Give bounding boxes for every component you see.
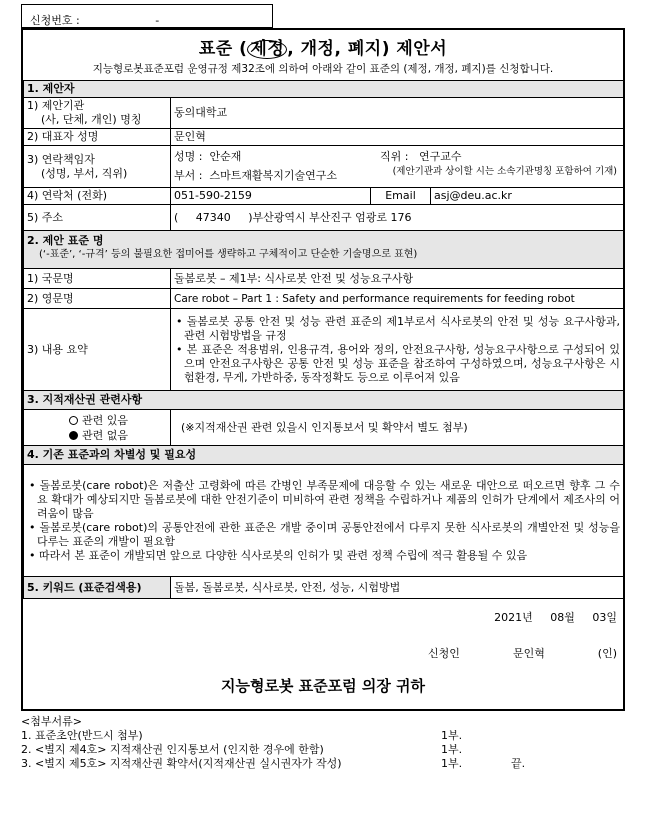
necessity-item: • 돌봄로봇(care robot)의 공통안전에 관한 표준은 개발 중이며 공통안전에서 다루지 못한 식사로봇의 개별안전 및 성능을 다루는 표준의 개발이 필요함 [29,520,621,548]
department-note: (제안기관과 상이할 시는 소속기관명칭 포함하여 기재) [392,166,617,177]
attachment-item: 1. 표준초안(반드시 첨부) 1부. [21,729,463,742]
address-value: ( 47340 )부산광역시 부산진구 엄광로 176 [171,205,624,231]
org-label: 1) 제안기관 (사, 단체, 개인) 명칭 [24,98,171,129]
seal-mark: (인) [597,647,617,660]
necessity-item: • 따라서 본 표준이 개발되면 앞으로 다양한 식사로봇의 인허가 및 관련 정책 수립에 적극 활용될 수 있음 [29,548,528,562]
page-title: 표준 ( 제정 , 개정, 폐지) 제안서 [198,39,448,59]
title-block [23,30,623,80]
ip-options [24,410,171,446]
section-2-heading: 2. 제안 표준 명 (‘-표준’, ‘-규격’ 등의 불필요한 접미어를 생략하고 구체적이고 단순한 기술명으로 표현) [24,231,624,269]
signature-block [21,599,625,711]
contact-value: 성명 : 안순재 직위 : 연구교수 부서 : 스마트재활복지기술연구소 (제안기관과 상이할 시는 소속기관명칭 포함하여 기재) [171,146,624,188]
korean-name-value: 돌봄로봇 – 제1부: 식사로봇 안전 및 성능요구사항 [171,269,624,289]
application-number-field[interactable] [83,16,231,28]
applicant-label: 신청인 [428,647,460,660]
attachment-item: 3. <별지 제5호> 지적재산권 확약서(지적재산권 실시권자가 작성) 1부. 끝. [21,757,526,770]
section-3-heading: 3. 지적재산권 관련사항 [24,391,624,410]
section-1-heading: 1. 제안자 [24,81,624,98]
summary-item: • 돌봄로봇 공통 안전 및 성능 관련 표준의 제1부로서 식사로봇의 안전 및 성능 요구사항과, 관련 시험방법을 규정 [176,314,621,342]
phone-label: 4) 연락처 (전화) [24,188,171,205]
email-value: asj@deu.ac.kr [431,188,624,205]
english-name-label: 2) 영문명 [24,289,171,309]
contact-name: 안순재 [209,150,242,163]
phone-value: 051-590-2159 [171,188,371,205]
korean-name-label: 1) 국문명 [24,269,171,289]
summary-label: 3) 내용 요약 [24,309,171,391]
attachment-item: 2. <별지 제4호> 지적재산권 인지통보서 (인지한 경우에 한함) 1부. [21,743,463,756]
ip-option-yes[interactable]: 관련 있음 [69,413,167,428]
section-4-heading: 4. 기존 표준과의 차별성 및 필요성 [24,446,624,465]
application-number-label: 신청번호 : [30,14,80,27]
radio-filled-icon [69,431,78,440]
rep-value: 문인혁 [171,129,624,146]
org-value: 동의대학교 [171,98,624,129]
application-number-box [21,4,273,28]
necessity-item: • 돌봄로봇(care robot)은 저출산 고령화에 따른 간병인 부족문제에 대응할 수 있는 새로운 대안으로 떠오르면 향후 그 수요 확대가 예상되지만 돌봄로봇에 대한 안전기준이 미비하여 관련 정책을 수립하거나 제품의 인허가 단계에서 제조사의 어려움이 많음 [29,478,621,520]
application-number-separator: - [155,14,160,27]
rep-label: 2) 대표자 성명 [24,129,171,146]
circled-option: 제정 [247,40,287,59]
form-table [23,80,624,599]
necessity-value [24,465,624,577]
address-label: 5) 주소 [24,205,171,231]
contact-label: 3) 연락책임자 (성명, 부서, 직위) [24,146,171,188]
section-5-heading: 5. 키워드 (표준검색용) [24,577,171,599]
summary-value [171,309,624,391]
summary-item: • 본 표준은 적용범위, 인용규격, 용어와 정의, 안전요구사항, 성능요구사항으로 구성되어 있으며 안전요구사항은 공통 안전 및 성능 표준을 참조하여 구성하였으며, 성능요구사항은 시험환경, 무게, 가반하중, 동작정확도 등으로 이루어져 있음 [176,342,621,384]
ip-option-no[interactable]: 관련 없음 [69,428,167,443]
radio-empty-icon [69,416,78,425]
contact-position: 연구교수 [418,150,462,163]
english-name-value: Care robot – Part 1 : Safety and performance requirements for feeding robot [171,289,624,309]
form-frame [21,28,625,599]
application-date: 2021년 08월 03일 [494,611,617,624]
ip-note: (※지적재산권 관련 있을시 인지통보서 및 확약서 별도 첨부) [171,410,624,446]
page-subtitle: 지능형로봇표준포럼 운영규정 제32조에 의하여 아래와 같이 표준의 (제정, 개정, 폐지)를 신청합니다. [92,63,554,75]
attachments [21,715,625,771]
contact-department: 스마트재활복지기술연구소 [209,169,337,182]
email-label: Email [371,188,431,205]
attachments-heading: <첨부서류> [21,715,82,728]
applicant-name: 문인혁 [513,647,545,660]
addressee: 지능형로봇 표준포럼 의장 귀하 [220,677,426,695]
proposal-document [21,4,625,771]
keywords-value: 돌봄, 돌봄로봇, 식사로봇, 안전, 성능, 시험방법 [171,577,624,599]
